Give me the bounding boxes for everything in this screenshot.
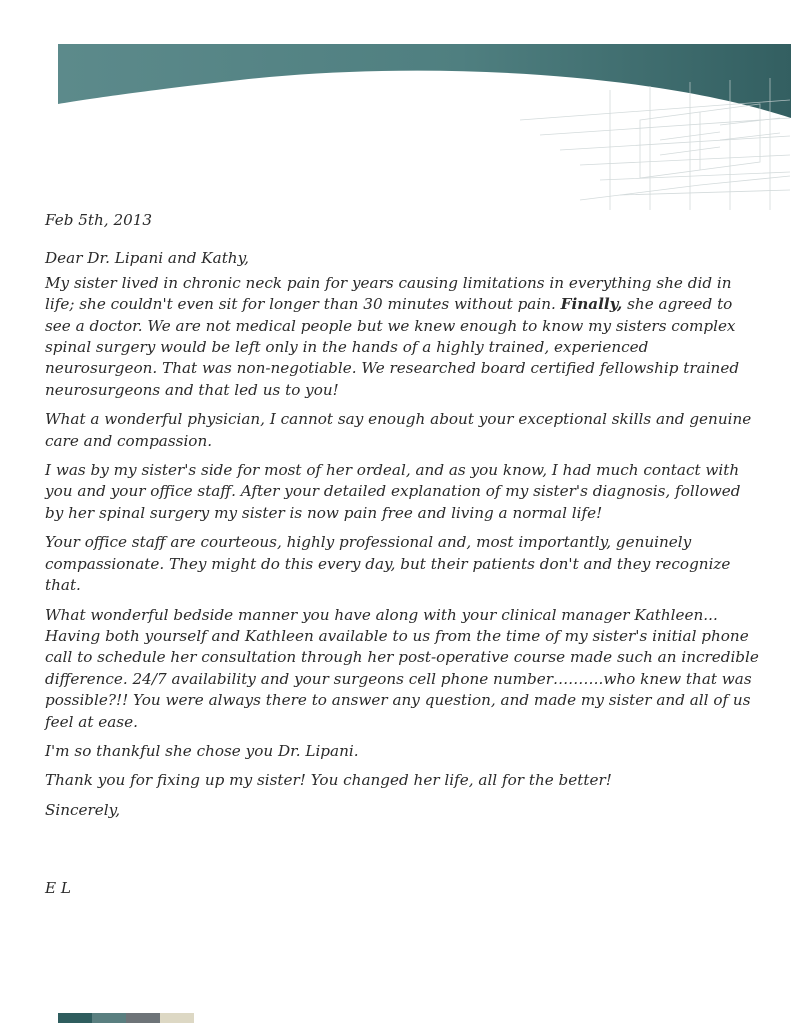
emphasis-finally: Finally, (560, 295, 623, 314)
footer-color-bar (58, 1013, 194, 1023)
closing: Sincerely, (45, 800, 121, 819)
paragraph-4: Your office staff are courteous, highly professional and, most importantly, genuinely compassionate. They might do this every day, but their patients don't and they recognize that. (45, 533, 731, 595)
footer-segment (58, 1013, 92, 1023)
paragraph-5: What wonderful bedside manner you have along with your clinical manager Kathleen... Having both yourself and Kathleen available to us from the time of my sister's initial phone call to schedule her consultation through her post-operative course made such an incredible difference. 24/7 availability and your surgeons cell phone number……….who knew that was possible?!! You were always there to answer any question, and made my sister and all of us feel at ease. (45, 605, 759, 731)
salutation: Dear Dr. Lipani and Kathy, (45, 249, 249, 268)
paragraph-1 (45, 273, 760, 401)
footer-segment (126, 1013, 160, 1023)
footer-segment (92, 1013, 126, 1023)
footer-segment (160, 1013, 194, 1023)
signature: E L (45, 879, 71, 898)
paragraph-3: I was by my sister's side for most of her ordeal, and as you know, I had much contact with you and your office staff. After your detailed explanation of my sister's diagnosis, followed by her spinal surgery my sister is now pain free and living a normal life! (45, 461, 741, 522)
paragraph-6: I'm so thankful she chose you Dr. Lipani. (45, 741, 359, 760)
letter-body (45, 210, 760, 900)
paragraph-7: Thank you for fixing up my sister! You changed her life, all for the better! (45, 771, 612, 790)
paragraph-2: What a wonderful physician, I cannot say enough about your exceptional skills and genuine care and compassion. (45, 410, 752, 450)
paragraph-1-part-a: My sister lived in chronic neck pain for years causing limitations in everything she did in life; she couldn't even sit for longer than 30 minutes without pain. (45, 273, 732, 314)
paragraph-1-part-b: she agreed to see a doctor. We are not medical people but we knew enough to know my sisters complex spinal surgery would be left only in the hands of a highly trained, experienced neurosurgeon. That was non-negotiable. We researched board certified fellowship trained neurosurgeons and that led us to you! (45, 295, 740, 399)
letterhead-banner (0, 0, 791, 230)
letter-date: Feb 5th, 2013 (45, 211, 153, 229)
